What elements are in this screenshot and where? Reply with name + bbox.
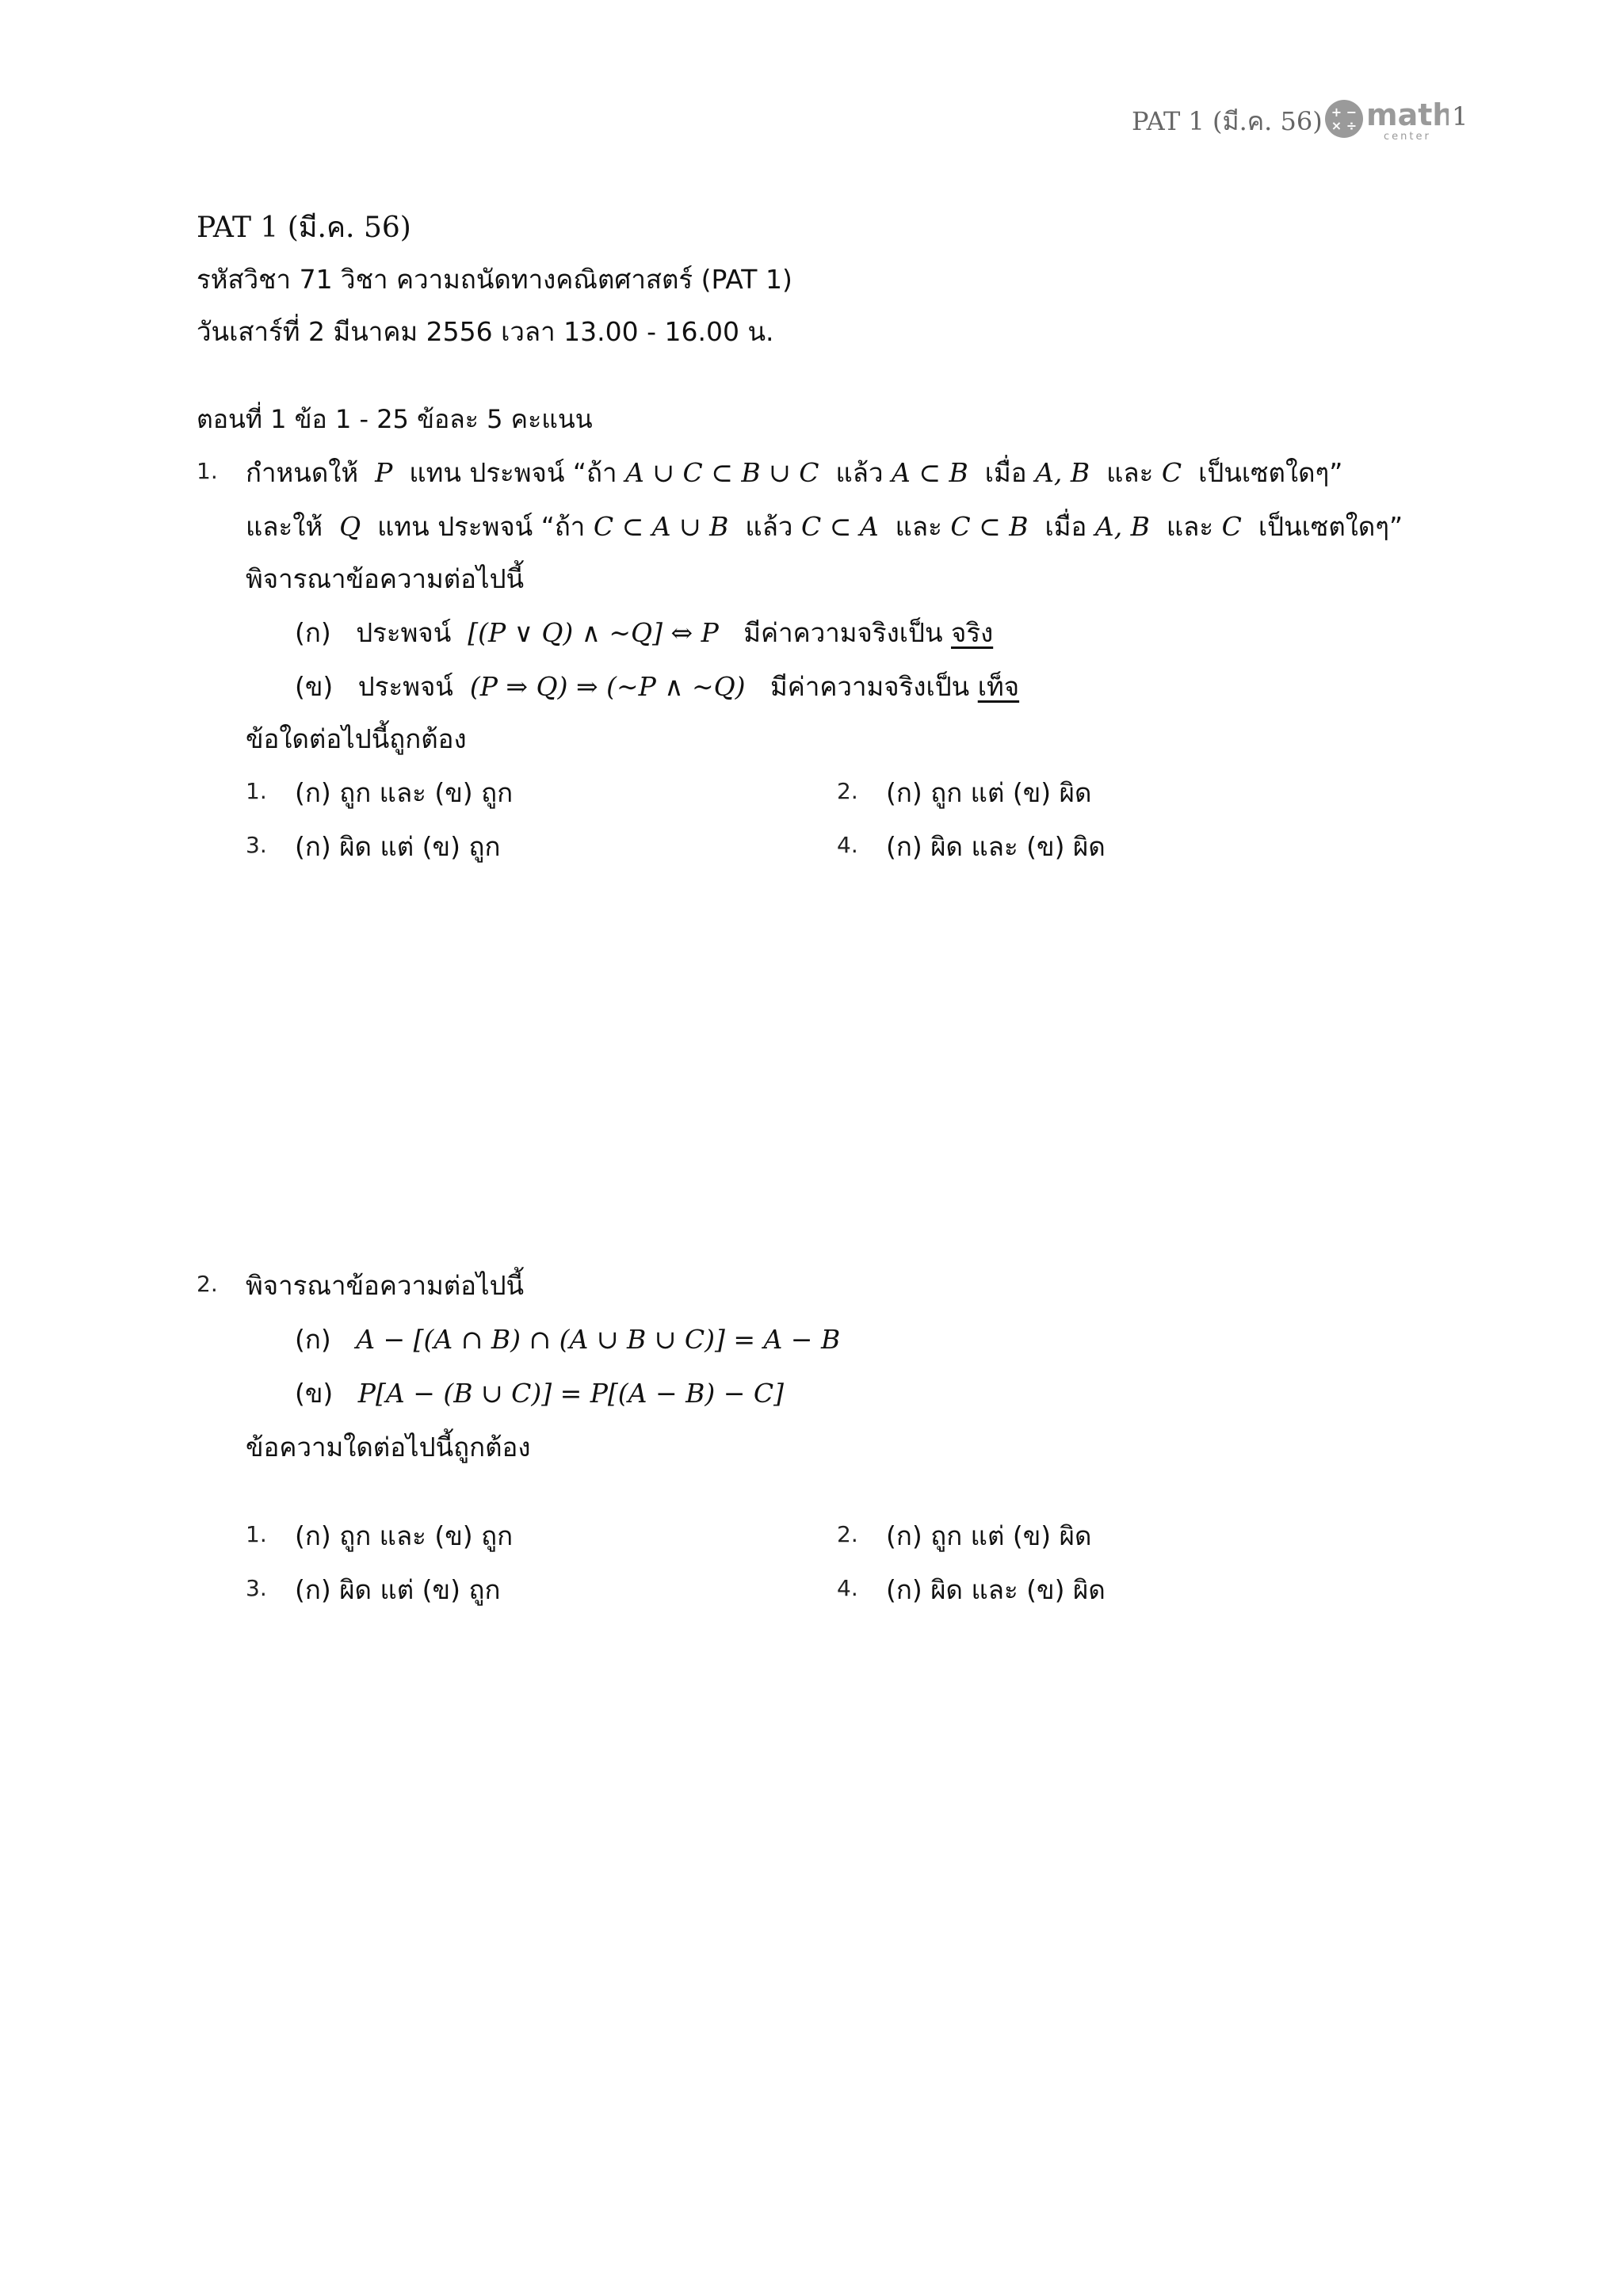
question-1-prompt: พิจารณาข้อความต่อไปนี้ — [246, 563, 525, 594]
q2-choice-3-number: 3. — [246, 1575, 267, 1601]
svg-text:× ÷: × ÷ — [1331, 118, 1358, 133]
q2-choice-4-number: 4. — [837, 1575, 858, 1601]
question-2-question: ข้อความใดต่อไปนี้ถูกต้อง — [246, 1432, 531, 1463]
math-center-logo — [1322, 97, 1449, 141]
q2-choice-3[interactable]: (ก) ผิด แต่ (ข) ถูก — [295, 1574, 501, 1605]
q1-choice-2-number: 2. — [837, 778, 858, 804]
question-2-number: 2. — [197, 1271, 218, 1297]
q1-choice-3-number: 3. — [246, 832, 267, 858]
q2-choice-2[interactable]: (ก) ถูก แต่ (ข) ผิด — [886, 1520, 1092, 1551]
header-page-number: 1 — [1452, 101, 1468, 132]
question-1-number: 1. — [197, 458, 218, 484]
date-line: วันเสาร์ที่ 2 มีนาคม 2556 เวลา 13.00 - 16.00 น. — [197, 316, 774, 347]
q2-choice-2-number: 2. — [837, 1521, 858, 1547]
question-1-line-2: และให้ Q แทน ประพจน์ “ถ้า C ⊂ A ∪ B แล้ว C ⊂ A และ C ⊂ B เมื่อ A, B และ C เป็นเซตใดๆ” — [246, 511, 1403, 542]
q1-choice-1-number: 1. — [246, 778, 267, 804]
q1-choice-1[interactable]: (ก) ถูก และ (ข) ถูก — [295, 777, 514, 808]
question-2-prompt: พิจารณาข้อความต่อไปนี้ — [246, 1270, 525, 1301]
document-title: PAT 1 (มี.ค. 56) — [197, 212, 411, 244]
question-1-statement-a: (ก) ประพจน์ [(P ∨ Q) ∧ ∼Q] ⇔ P มีค่าความจริงเป็น จริง — [295, 617, 994, 648]
part-line: ตอนที่ 1 ข้อ 1 - 25 ข้อละ 5 คะแนน — [197, 404, 593, 434]
q1-choice-4-number: 4. — [837, 832, 858, 858]
question-2-statement-b: (ข) P[A − (B ∪ C)] = P[(A − B) − C] — [295, 1378, 785, 1409]
subject-line: รหัสวิชา 71 วิชา ความถนัดทางคณิตศาสตร์ (PAT 1) — [197, 264, 792, 295]
question-1-line-1: กำหนดให้ P แทน ประพจน์ “ถ้า A ∪ C ⊂ B ∪ C แล้ว A ⊂ B เมื่อ A, B และ C เป็นเซตใดๆ” — [246, 457, 1343, 488]
q1-choice-4[interactable]: (ก) ผิด และ (ข) ผิด — [886, 831, 1106, 862]
q2-choice-4[interactable]: (ก) ผิด และ (ข) ผิด — [886, 1574, 1106, 1605]
header-title: PAT 1 (มี.ค. 56) — [1132, 106, 1323, 136]
question-1-question: ข้อใดต่อไปนี้ถูกต้อง — [246, 723, 467, 754]
question-2-statement-a: (ก) A − [(A ∩ B) ∩ (A ∪ B ∪ C)] = A − B — [295, 1324, 841, 1355]
svg-text:center: center — [1384, 131, 1431, 141]
svg-text:+ −: + − — [1331, 105, 1358, 120]
q2-choice-1-number: 1. — [246, 1521, 267, 1547]
q1-choice-2[interactable]: (ก) ถูก แต่ (ข) ผิด — [886, 777, 1092, 808]
q2-choice-1[interactable]: (ก) ถูก และ (ข) ถูก — [295, 1520, 514, 1551]
q1-choice-3[interactable]: (ก) ผิด แต่ (ข) ถูก — [295, 831, 501, 862]
question-1-statement-b: (ข) ประพจน์ (P ⇒ Q) ⇒ (∼P ∧ ∼Q) มีค่าความจริงเป็น เท็จ — [295, 671, 1020, 702]
svg-text:math: math — [1366, 97, 1449, 132]
